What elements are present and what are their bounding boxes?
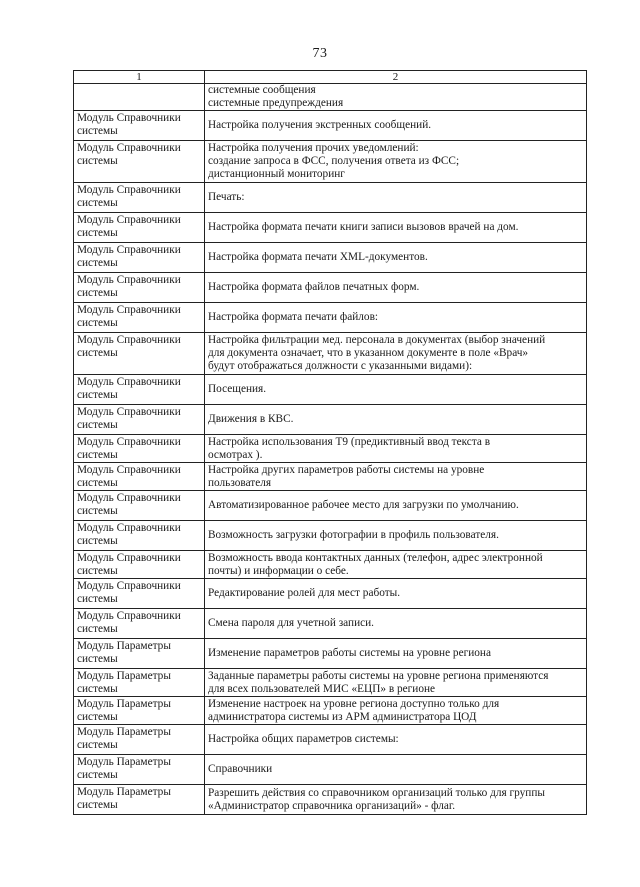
description-cell (205, 579, 587, 609)
description-line: Справочники (208, 763, 273, 775)
module-name-line: системы (77, 711, 118, 723)
module-name-line: системы (77, 125, 118, 137)
table-row (74, 273, 587, 303)
description-line: Редактирование ролей для мест работы. (208, 587, 401, 599)
module-cell (74, 303, 205, 333)
table-row (74, 551, 587, 579)
table-row (74, 639, 587, 669)
module-cell (74, 697, 205, 725)
description-line: администратора системы из АРМ администратора ЦОД (208, 710, 477, 723)
module-name-line: Модуль Справочники (77, 580, 181, 592)
module-cell (74, 639, 205, 669)
module-name-line: системы (77, 683, 118, 695)
description-cell (205, 669, 587, 697)
description-cell (205, 697, 587, 725)
description-line: дистанционный мониторинг (208, 168, 345, 180)
module-name-line: Модуль Справочники (77, 214, 181, 226)
table-row (74, 725, 587, 755)
description-cell (205, 375, 587, 405)
module-name-line: Модуль Параметры (77, 698, 171, 710)
module-name-line: Модуль Справочники (77, 492, 181, 504)
table-row (74, 243, 587, 273)
table-row (74, 111, 587, 141)
module-cell (74, 213, 205, 243)
module-name-line: Модуль Параметры (77, 670, 171, 682)
table-row (74, 491, 587, 521)
module-name-line: системы (77, 287, 118, 299)
page-number: 73 (312, 46, 328, 61)
table-row (74, 183, 587, 213)
module-name-line: системы (77, 799, 118, 811)
module-cell (74, 84, 205, 111)
table-body (74, 84, 587, 815)
description-line: пользователя (208, 476, 272, 489)
module-name-line: системы (77, 449, 118, 461)
description-line: будут отображаться должности с указанными видами): (208, 360, 473, 372)
module-name-line: Модуль Справочники (77, 436, 181, 448)
description-line: почты) и информации о себе. (208, 564, 349, 577)
module-name-line: системы (77, 347, 118, 359)
module-name-line: Модуль Справочники (77, 610, 181, 622)
description-cell (205, 725, 587, 755)
description-line: «Администратор справочника организаций» - флаг. (208, 799, 456, 812)
module-name-line: системы (77, 623, 118, 635)
description-cell (205, 463, 587, 491)
description-line: системные сообщения (208, 84, 316, 96)
module-name-line: Модуль Справочники (77, 244, 181, 256)
module-name-line: Модуль Справочники (77, 274, 181, 286)
description-cell (205, 491, 587, 521)
description-line: Возможность ввода контактных данных (телефон, адрес электронной (208, 551, 543, 564)
module-cell (74, 111, 205, 141)
module-cell (74, 551, 205, 579)
table-row (74, 213, 587, 243)
description-cell (205, 551, 587, 579)
module-name-line: системы (77, 653, 118, 665)
module-name-line: Модуль Параметры (77, 756, 171, 768)
module-name-line: системы (77, 257, 118, 269)
module-cell (74, 609, 205, 639)
module-name-line: системы (77, 419, 118, 431)
description-cell (205, 243, 587, 273)
description-cell (205, 521, 587, 551)
module-name-line: Модуль Справочники (77, 464, 181, 476)
description-cell (205, 141, 587, 183)
description-line: Разрешить действия со справочником организаций только для группы (208, 786, 545, 799)
module-name-line: системы (77, 593, 118, 605)
description-line: Изменение параметров работы системы на уровне региона (208, 647, 491, 659)
module-name-line: системы (77, 155, 118, 167)
module-cell (74, 333, 205, 375)
module-name-line: Модуль Справочники (77, 304, 181, 316)
table-row (74, 463, 587, 491)
description-line: Настройка получения экстренных сообщений. (208, 119, 432, 131)
description-line: Изменение настроек на уровне региона доступно только для (208, 697, 500, 710)
module-name-line: Модуль Справочники (77, 376, 181, 388)
module-name-line: Модуль Справочники (77, 142, 181, 154)
module-name-line: системы (77, 505, 118, 517)
description-line: Посещения. (208, 383, 267, 395)
module-name-line: системы (77, 739, 118, 751)
module-name-line: Модуль Параметры (77, 786, 171, 798)
module-name-line: Модуль Справочники (77, 334, 181, 346)
description-line: осмотрах ). (208, 448, 263, 461)
description-line: Настройка формата печати файлов: (208, 311, 379, 323)
module-name-line: системы (77, 227, 118, 239)
description-cell (205, 303, 587, 333)
description-line: Настройка фильтрации мед. персонала в документах (выбор значений (208, 334, 546, 346)
description-cell (205, 755, 587, 785)
description-cell (205, 609, 587, 639)
module-name-line: системы (77, 389, 118, 401)
table-row (74, 697, 587, 725)
requirements-table (73, 70, 587, 815)
description-line: Настройка формата печати XML-документов. (208, 251, 428, 263)
module-cell (74, 375, 205, 405)
module-name-line: системы (77, 769, 118, 781)
description-line: Настройка других параметров работы системы на уровне (208, 463, 485, 476)
table-row (74, 303, 587, 333)
description-cell (205, 84, 587, 111)
table-row (74, 435, 587, 463)
description-cell (205, 405, 587, 435)
module-cell (74, 183, 205, 213)
module-name-line: системы (77, 535, 118, 547)
module-cell (74, 579, 205, 609)
table-row (74, 755, 587, 785)
table-header-row (74, 71, 587, 84)
module-name-line: системы (77, 197, 118, 209)
module-cell (74, 755, 205, 785)
description-line: для всех пользователей МИС «ЕЦП» в регионе (208, 682, 436, 695)
module-name-line: системы (77, 477, 118, 489)
module-name-line: Модуль Параметры (77, 726, 171, 738)
table-row (74, 579, 587, 609)
module-name-line: системы (77, 317, 118, 329)
table-row (74, 521, 587, 551)
table-row (74, 141, 587, 183)
module-cell (74, 405, 205, 435)
description-cell (205, 785, 587, 815)
column-header-1: 1 (74, 71, 205, 84)
description-line: Настройка формата файлов печатных форм. (208, 281, 420, 293)
description-line: создание запроса в ФСС, получения ответа из ФСС; (208, 155, 460, 167)
module-cell (74, 669, 205, 697)
module-name-line: Модуль Справочники (77, 184, 181, 196)
table-row (74, 375, 587, 405)
description-cell (205, 273, 587, 303)
description-line: Печать: (208, 191, 245, 203)
description-line: для документа означает, что в указанном документе в поле «Врач» (208, 347, 529, 359)
description-cell (205, 111, 587, 141)
description-cell (205, 639, 587, 669)
description-cell (205, 213, 587, 243)
description-line: Возможность загрузки фотографии в профиль пользователя. (208, 529, 499, 541)
table-row (74, 669, 587, 697)
module-name-line: Модуль Справочники (77, 112, 181, 124)
module-cell (74, 273, 205, 303)
description-line: системные предупреждения (208, 97, 344, 109)
module-cell (74, 243, 205, 273)
description-line: Движения в КВС. (208, 413, 294, 425)
description-line: Настройка общих параметров системы: (208, 733, 399, 745)
module-cell (74, 491, 205, 521)
description-line: Автоматизированное рабочее место для загрузки по умолчанию. (208, 499, 519, 511)
description-line: Настройка получения прочих уведомлений: (208, 142, 419, 154)
table-row (74, 785, 587, 815)
module-cell (74, 725, 205, 755)
module-name-line: системы (77, 565, 118, 577)
description-cell (205, 333, 587, 375)
module-name-line: Модуль Справочники (77, 552, 181, 564)
description-cell (205, 435, 587, 463)
description-line: Заданные параметры работы системы на уровне региона применяются (208, 669, 549, 682)
description-cell (205, 183, 587, 213)
module-name-line: Модуль Справочники (77, 406, 181, 418)
table-row (74, 609, 587, 639)
module-cell (74, 463, 205, 491)
module-cell (74, 435, 205, 463)
module-cell (74, 141, 205, 183)
module-cell (74, 785, 205, 815)
table-row (74, 333, 587, 375)
description-line: Смена пароля для учетной записи. (208, 617, 375, 629)
description-line: Настройка формата печати книги записи вызовов врачей на дом. (208, 221, 519, 233)
description-line: Настройка использования Т9 (предиктивный ввод текста в (208, 435, 491, 448)
table-row (74, 405, 587, 435)
module-name-line: Модуль Справочники (77, 522, 181, 534)
module-name-line: Модуль Параметры (77, 640, 171, 652)
column-header-2: 2 (205, 71, 587, 84)
module-cell (74, 521, 205, 551)
table-row (74, 84, 587, 111)
